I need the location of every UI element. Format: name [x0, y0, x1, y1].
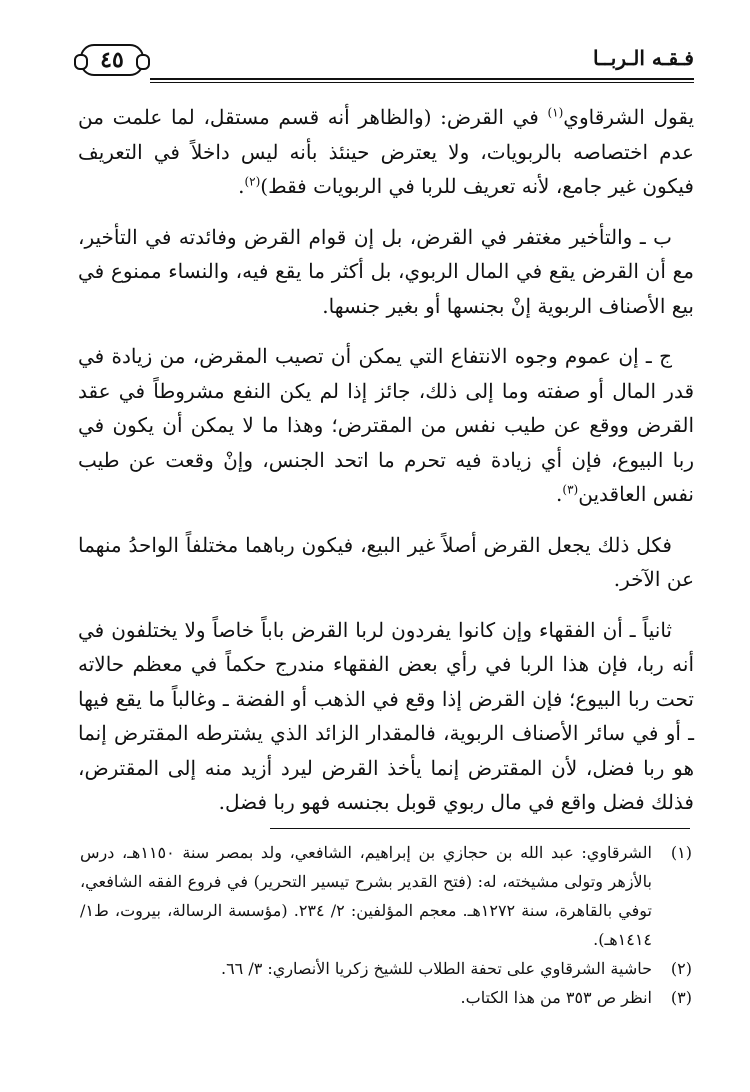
page-number: ٤٥	[80, 44, 144, 76]
footnote-ref-3: (٣)	[562, 482, 579, 497]
footnote-text: انظر ص ٣٥٣ من هذا الكتاب.	[460, 988, 652, 1007]
footnote-ref-2: (٢)	[244, 174, 261, 189]
paragraph-1-end: .	[238, 174, 245, 198]
paragraph-5: ثانياً ـ أن الفقهاء وإن كانوا يفردون لربا القرض باباً خاصاً ولا يختلفون في أنه ربا، فإن هذا الربا في رأي بعض الفقهاء مندرج حكماً في معظم حالاته تحت ربا البيوع؛ فإن القرض إذا وقع في الذهب أو الفضة ـ وغالباً ما يقع فيها ـ أو في سائر الأصناف الربوية، فالمقدار الزائد الذي يشترطه المقترض إنما هو ربا فضل، لأن المقترض إنما يأخذ القرض ليرد أزيد منه إلى المقترض، فذلك فضل واقع في مال ربوي قوبل بجنسه فهو ربا فضل.	[78, 617, 694, 814]
main-text	[78, 100, 694, 836]
footnote-number: (٣)	[670, 988, 692, 1007]
footnote-1	[80, 838, 692, 954]
page-header	[80, 44, 694, 84]
paragraph-3-text: ج ـ إن عموم وجوه الانتفاع التي يمكن أن تصيب المقرض، من زيادة في قدر المال أو صفته وما إلى ذلك، جائز إذا لم يكن النفع مشروطاً في عقد القرض ووقع عن طيب نفس من المقترض؛ وهذا ما لا يمكن أن يكون في ربا البيوع، فإن أي زيادة فيه تحرم ما اتحد الجنس، وإنْ وقعت عن طيب نفس العاقدين	[78, 344, 694, 506]
footnote-number: (٢)	[670, 959, 692, 978]
footnote-3	[80, 983, 692, 1012]
footnote-text: حاشية الشرقاوي على تحفة الطلاب للشيخ زكريا الأنصاري: ٣/ ٦٦.	[220, 959, 652, 978]
paragraph-1	[78, 100, 694, 204]
footnotes	[80, 838, 692, 1012]
footnote-number: (١)	[670, 843, 692, 862]
paragraph-2: ب ـ والتأخير مغتفر في القرض، بل إن قوام القرض وفائدته في التأخير، مع أن القرض يقع في المال الربوي، بل أكثر ما يقع فيه، والنساء ممنوع في بيع الأصناف الربوية إنْ بجنسها أو بغير جنسها.	[78, 224, 694, 318]
footnote-ref-1: (١)	[547, 105, 564, 120]
footnote-text: الشرقاوي: عبد الله بن حجازي بن إبراهيم، الشافعي، ولد بمصر سنة ١١٥٠هـ، درس بالأزهر وتولى مشيخته، له: (فتح القدير بشرح تيسير التحرير) في فروع الفقه الشافعي، توفي بالقاهرة، سنة ١٢٧٢هـ. معجم المؤلفين: ٢/ ٢٣٤. (مؤسسة الرسالة، بيروت، ط١/ ١٤١٤هـ).	[80, 843, 653, 949]
paragraph-3-end: .	[556, 482, 563, 506]
footnote-2	[80, 954, 692, 983]
paragraph-1-start: يقول الشرقاوي	[563, 105, 695, 129]
running-title: فـقـه الـربــا	[592, 46, 694, 70]
paragraph-1-quote: في القرض: (والظاهر أنه قسم مستقل، لما علمت من عدم اختصاصه بالربويات، ولا يعترض حينئذ بأنه ليس داخلاً في التعريف فيكون غير جامع، لأنه تعريف للربا في الربويات فقط)	[78, 105, 694, 198]
header-rule	[150, 78, 694, 80]
header-rule-thin	[150, 82, 694, 83]
footnote-separator	[270, 828, 690, 829]
paragraph-3	[78, 339, 694, 512]
paragraph-4: فكل ذلك يجعل القرض أصلاً غير البيع، فيكون رباهما مختلفاً الواحدُ منهما عن الآخر.	[78, 532, 694, 591]
